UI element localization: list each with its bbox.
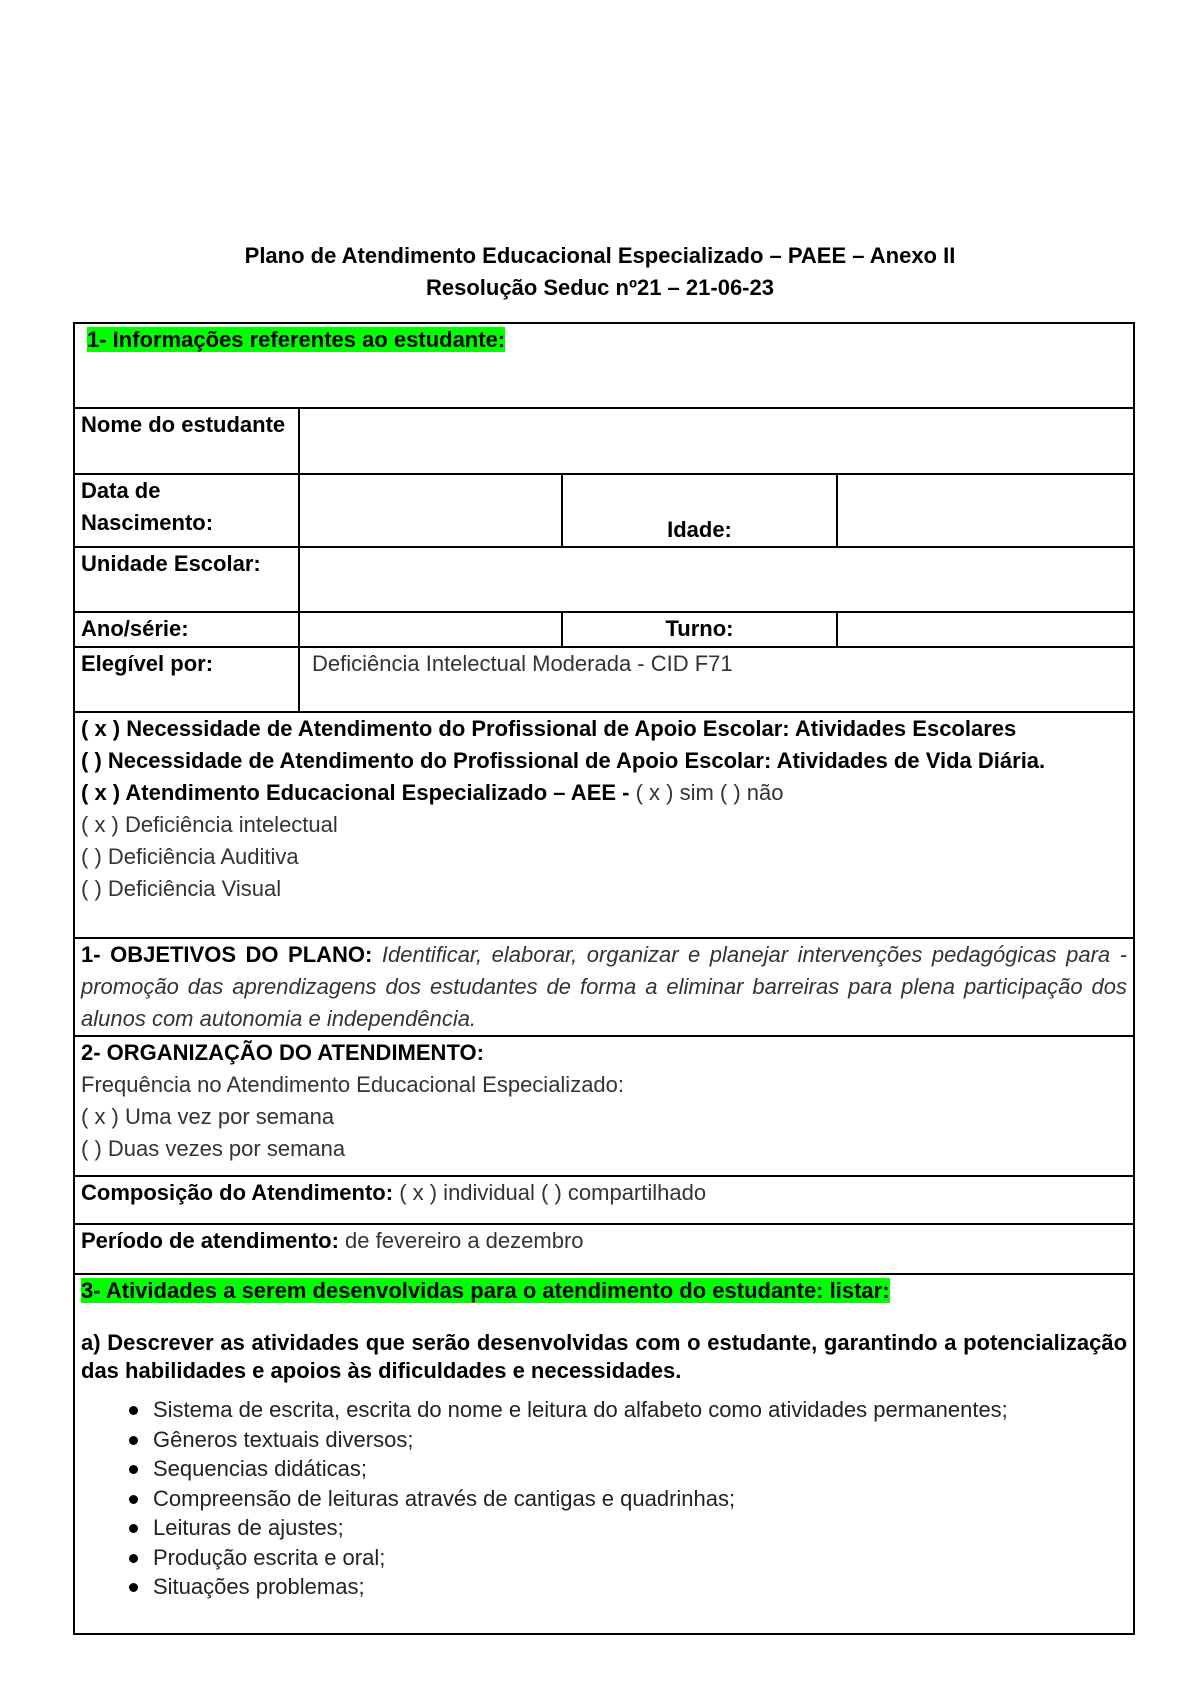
document-subtitle: Resolução Seduc nº21 – 21-06-23 [426, 275, 774, 300]
atividade-text: Produção escrita e oral; [153, 1544, 386, 1570]
composicao-block [74, 1176, 1134, 1224]
turno-label: Turno: [562, 612, 837, 647]
section-student-info-heading: 1- Informações referentes ao estudante: [87, 327, 506, 352]
section-student-info-header [74, 323, 1134, 408]
atividade-item [121, 1425, 1127, 1455]
periodo-block [74, 1224, 1134, 1274]
atividade-text: Leituras de ajustes; [153, 1515, 344, 1540]
atividades-heading: 3- Atividades a serem desenvolvidas para o atendimento do estudante: listar: [81, 1278, 890, 1303]
turno-field[interactable] [837, 612, 1134, 647]
frequencia-opt-duas: ( ) Duas vezes por semana [81, 1136, 346, 1161]
bullet-icon [129, 1406, 138, 1415]
atividade-text: Compreensão de leituras através de cantigas e quadrinhas; [153, 1485, 736, 1511]
periodo-label: Período de atendimento: [81, 1228, 339, 1253]
atividade-text: Situações problemas; [153, 1574, 365, 1599]
unidade-field[interactable] [299, 547, 1134, 612]
atividade-item [121, 1454, 1127, 1484]
unidade-label: Unidade Escolar: [74, 547, 299, 612]
atividade-item [121, 1395, 1127, 1425]
ano-field[interactable] [299, 612, 562, 647]
atividade-text: Sistema de escrita, escrita do nome e leitura do alfabeto como atividades permanentes; [153, 1397, 1008, 1422]
aee-options: ( x ) sim ( ) não [629, 780, 784, 805]
def-intelectual: ( x ) Deficiência intelectual [81, 812, 338, 837]
aee-line [81, 777, 1127, 809]
bullet-icon [129, 1436, 138, 1445]
objetivos-text: Identificar, elaborar, organizar e planejar intervenções pedagógicas para - promoção das aprendizagens dos estudantes de forma a eliminar barreiras para plena participação dos alunos com autonomia e independência. [81, 942, 1128, 1031]
objetivos-block [74, 938, 1134, 1036]
atividade-item [121, 1513, 1127, 1543]
nascimento-label: Data de Nascimento: [74, 474, 299, 547]
bullet-icon [129, 1495, 138, 1504]
ano-label: Ano/série: [74, 612, 299, 647]
atividade-text: Sequencias didáticas; [153, 1456, 368, 1481]
nascimento-field[interactable] [299, 474, 562, 547]
bullet-icon [129, 1465, 138, 1474]
objetivos-label: 1- OBJETIVOS DO PLANO: [81, 942, 373, 967]
nome-label: Nome do estudante [74, 408, 299, 474]
atividades-instruction: a) Descrever as atividades que serão desenvolvidas com o estudante, garantindo a potencialização das habilidades e apoios às dificuldades e necessidades. [81, 1330, 1128, 1383]
def-auditiva: ( ) Deficiência Auditiva [81, 844, 299, 869]
nome-field[interactable] [299, 408, 1134, 474]
atividade-item [121, 1572, 1127, 1602]
bullet-icon [129, 1583, 138, 1592]
elegivel-label: Elegível por: [74, 647, 299, 712]
periodo-value: de fevereiro a dezembro [338, 1228, 584, 1253]
need-vida-diaria: ( ) Necessidade de Atendimento do Profissional de Apoio Escolar: Atividades de Vida Diária. [81, 748, 1046, 773]
atividade-item [121, 1543, 1127, 1573]
atividades-block [74, 1274, 1134, 1634]
frequencia-text: Frequência no Atendimento Educacional Especializado: [81, 1072, 625, 1097]
atividade-text: Gêneros textuais diversos; [153, 1426, 414, 1452]
atividade-item [121, 1484, 1127, 1514]
bullet-icon [129, 1554, 138, 1563]
need-apoio-escolar: ( x ) Necessidade de Atendimento do Profissional de Apoio Escolar: Atividades Escolares [81, 716, 1017, 741]
organizacao-label: 2- ORGANIZAÇÃO DO ATENDIMENTO: [81, 1040, 484, 1065]
document-header [0, 240, 1200, 304]
atividades-list [81, 1395, 1127, 1602]
elegivel-value: Deficiência Intelectual Moderada - CID F71 [299, 647, 1134, 712]
aee-label: ( x ) Atendimento Educacional Especializado – AEE - [81, 780, 630, 805]
def-visual: ( ) Deficiência Visual [81, 876, 282, 901]
idade-label: Idade: [562, 474, 837, 547]
composicao-value: ( x ) individual ( ) compartilhado [393, 1180, 707, 1205]
frequencia-opt-uma: ( x ) Uma vez por semana [81, 1104, 335, 1129]
organizacao-block [74, 1036, 1134, 1176]
idade-field[interactable] [837, 474, 1134, 547]
bullet-icon [129, 1524, 138, 1533]
document-title: Plano de Atendimento Educacional Especializado – PAEE – Anexo II [244, 243, 956, 268]
paee-form-table [73, 322, 1135, 1635]
composicao-label: Composição do Atendimento: [81, 1180, 394, 1205]
needs-block [74, 712, 1134, 938]
atividades-heading-line [81, 1275, 1127, 1307]
